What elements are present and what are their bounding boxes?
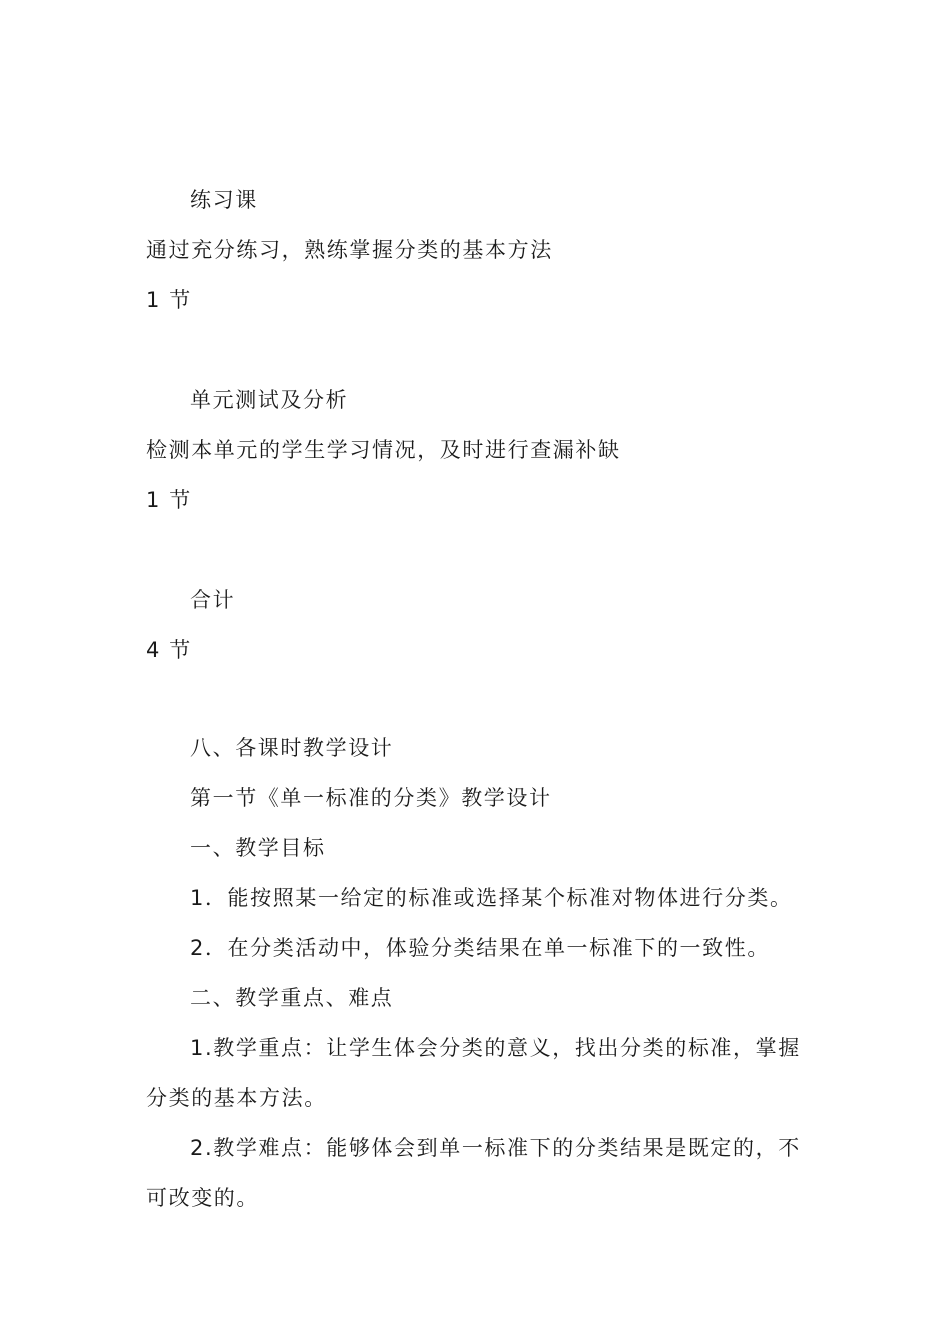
lesson-title: 第一节《单一标准的分类》教学设计: [190, 786, 552, 810]
row-practice-name: 练习课: [190, 188, 258, 212]
row-total-hours: 4 节: [146, 638, 192, 662]
objective-item-1: 1．能按照某一给定的标准或选择某个标准对物体进行分类。: [190, 886, 793, 910]
row-practice-hours: 1 节: [146, 288, 192, 312]
key-point-2-line-1: 2.教学难点：能够体会到单一标准下的分类结果是既定的，不: [190, 1136, 801, 1160]
key-points-heading: 二、教学重点、难点: [190, 986, 394, 1010]
row-test-hours: 1 节: [146, 488, 192, 512]
key-point-1-line-1: 1.教学重点：让学生体会分类的意义，找出分类的标准，掌握: [190, 1036, 801, 1060]
row-practice-goal: 通过充分练习，熟练掌握分类的基本方法: [146, 238, 553, 262]
row-test-name: 单元测试及分析: [190, 388, 349, 412]
objectives-heading: 一、教学目标: [190, 836, 326, 860]
section-heading: 八、各课时教学设计: [190, 736, 394, 760]
key-point-1-line-2: 分类的基本方法。: [146, 1086, 327, 1110]
row-total-name: 合计: [190, 588, 236, 612]
row-test-goal: 检测本单元的学生学习情况，及时进行查漏补缺: [146, 438, 621, 462]
objective-item-2: 2．在分类活动中，体验分类结果在单一标准下的一致性。: [190, 936, 770, 960]
key-point-2-line-2: 可改变的。: [146, 1186, 259, 1210]
